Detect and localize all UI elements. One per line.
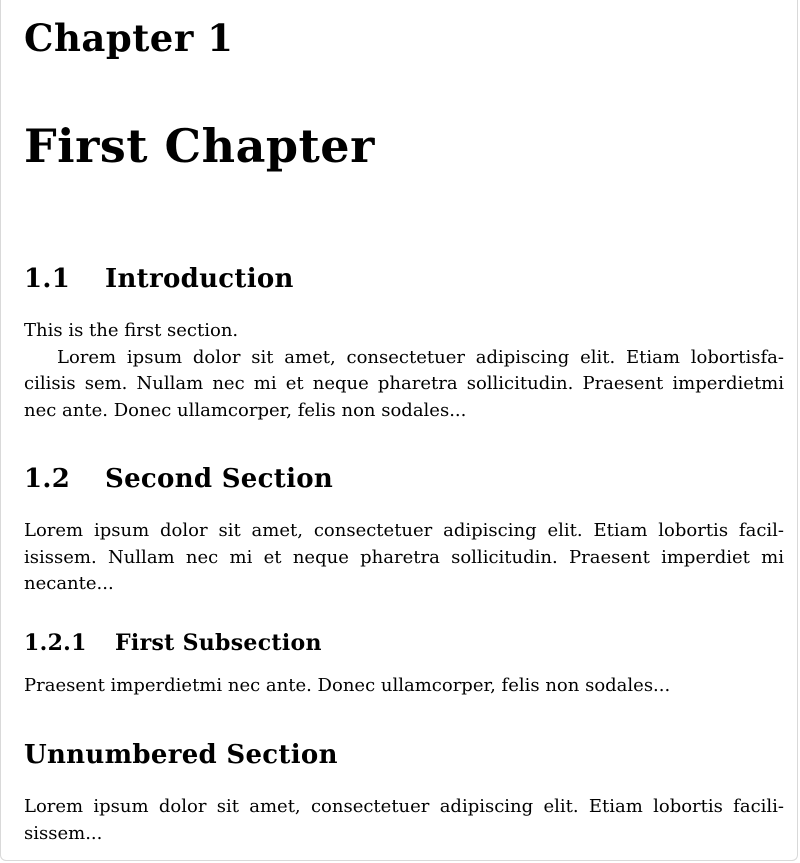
paragraph-line: Lorem ipsum dolor sit amet, consectetuer adipiscing elit. Etiam lobortis facili-: [24, 796, 784, 817]
section-title: Unnumbered Section: [24, 740, 338, 770]
paragraph-line: cilisis sem. Nullam nec mi et neque pharetra sollicitudin. Praesent imperdietmi: [24, 373, 784, 394]
section-heading-unnumbered: [24, 738, 338, 772]
section-paragraph-introduction: [24, 318, 784, 424]
paragraph-line: Lorem ipsum dolor sit amet, consectetuer adipiscing elit. Etiam lobortisfa-: [57, 346, 784, 368]
section-number: 1.1: [24, 264, 71, 294]
subsection-title: First Subsection: [115, 630, 322, 656]
subsection-number: 1.2.1: [24, 630, 87, 656]
chapter-title: First Chapter: [24, 119, 375, 173]
paragraph-line: isissem. Nullam nec mi et neque pharetra sollicitudin. Praesent imperdiet mi: [24, 546, 784, 568]
paragraph-line: nec ante. Donec ullamcorper, felis non sodales...: [24, 399, 467, 421]
section-title: Introduction: [105, 264, 294, 294]
section-paragraph-second-section: [24, 518, 784, 598]
paragraph-line: Praesent imperdietmi nec ante. Donec ullamcorper, felis non sodales...: [24, 675, 671, 696]
section-heading-introduction: [24, 262, 294, 296]
section-number: 1.2: [24, 464, 71, 494]
section-heading-second-section: [24, 462, 333, 496]
paragraph-line: sissem...: [24, 822, 103, 844]
section-paragraph-unnumbered: [24, 794, 784, 847]
section-title: Second Section: [105, 464, 334, 494]
paragraph-line: Lorem ipsum dolor sit amet, consectetuer adipiscing elit. Etiam lobortis facil-: [24, 520, 784, 541]
chapter-label: Chapter 1: [24, 16, 234, 60]
paragraph-line: This is the first section.: [24, 320, 239, 341]
paragraph-line: necante...: [24, 573, 114, 594]
subsection-paragraph: [24, 673, 784, 700]
subsection-heading-first-subsection: [24, 629, 322, 657]
